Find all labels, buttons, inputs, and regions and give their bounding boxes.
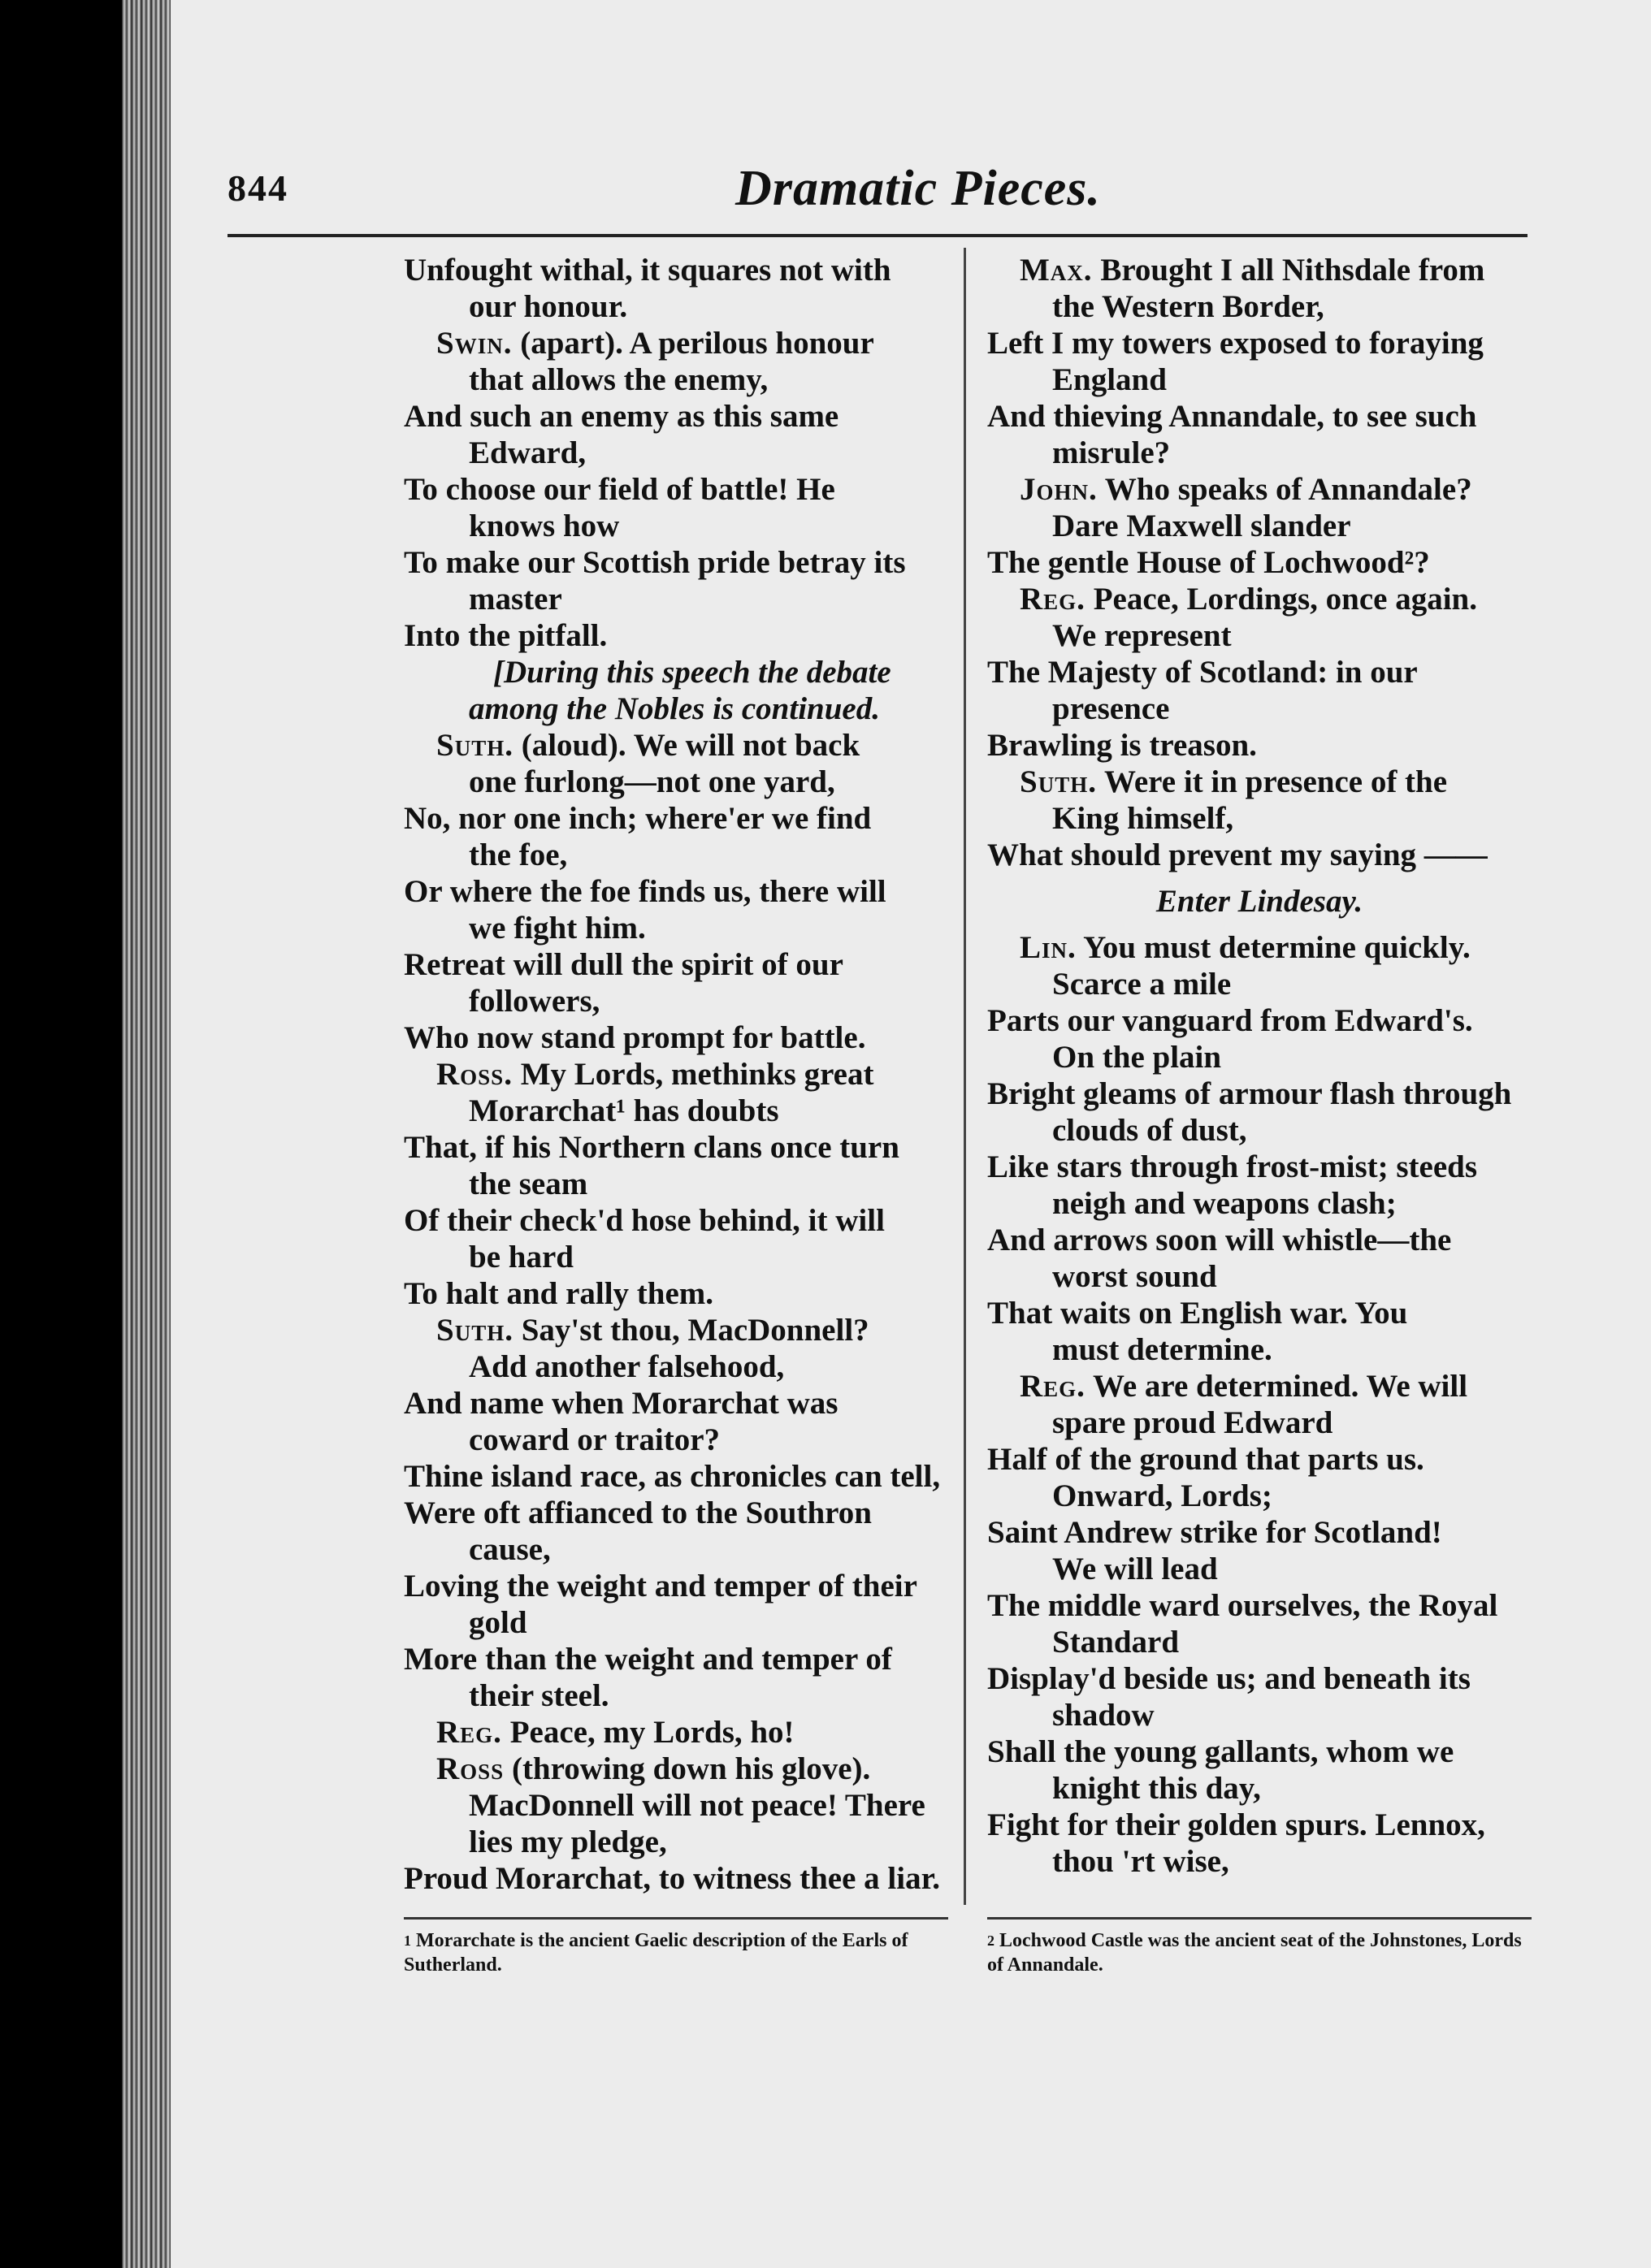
verse-line xyxy=(404,471,948,508)
verse-line xyxy=(404,1348,948,1385)
speaker-name: Lin. xyxy=(1020,930,1077,965)
verse-line xyxy=(404,727,948,764)
line-text: What should prevent my saying —— xyxy=(987,838,1488,872)
verse-line xyxy=(987,966,1532,1002)
verse-line xyxy=(404,800,948,837)
line-text: neigh and weapons clash; xyxy=(1052,1186,1397,1221)
verse-line xyxy=(987,1807,1532,1843)
line-text: we fight him. xyxy=(469,911,646,946)
verse-line xyxy=(987,1149,1532,1185)
line-text: England xyxy=(1052,362,1167,397)
line-text: Who speaks of Annandale? xyxy=(1097,472,1472,507)
verse-line xyxy=(987,1660,1532,1697)
verse-line xyxy=(404,398,948,435)
verse-line xyxy=(987,1733,1532,1770)
verse-line xyxy=(987,1331,1532,1368)
line-text: cause, xyxy=(469,1532,551,1567)
verse-line xyxy=(404,544,948,581)
line-text: that allows the enemy, xyxy=(469,362,769,397)
speaker-name: Reg. xyxy=(1020,582,1086,617)
line-text: Standard xyxy=(1052,1625,1180,1660)
speaker-name: Ross xyxy=(436,1751,505,1786)
verse-line xyxy=(987,471,1532,508)
verse-line xyxy=(987,1295,1532,1331)
verse-line xyxy=(987,508,1532,544)
line-text: Or where the foe finds us, there will xyxy=(404,874,886,909)
speaker-name: Ross. xyxy=(436,1057,513,1092)
verse-line xyxy=(987,800,1532,837)
verse-line xyxy=(404,1604,948,1641)
line-text: Brought I all Nithsdale from xyxy=(1092,253,1485,288)
verse-line xyxy=(404,1239,948,1275)
speaker-name: Swin. xyxy=(436,326,513,361)
left-column xyxy=(404,252,948,1897)
line-text: their steel. xyxy=(469,1678,609,1713)
verse-line xyxy=(404,1166,948,1202)
verse-line xyxy=(987,398,1532,435)
line-text: Morarchat¹ has doubts xyxy=(469,1093,779,1128)
line-text: We are determined. We will xyxy=(1085,1369,1468,1404)
speaker-name: Max. xyxy=(1020,253,1093,288)
verse-line xyxy=(987,690,1532,727)
line-text: King himself, xyxy=(1052,801,1234,836)
verse-line xyxy=(987,1076,1532,1112)
line-text: Peace, my Lords, ho! xyxy=(501,1715,795,1750)
line-text: shadow xyxy=(1052,1698,1155,1733)
verse-line xyxy=(987,1551,1532,1587)
line-text: Display'd beside us; and beneath its xyxy=(987,1661,1471,1696)
verse-line xyxy=(404,1056,948,1093)
line-text: thou 'rt wise, xyxy=(1052,1844,1229,1879)
verse-line xyxy=(404,1202,948,1239)
verse-line xyxy=(987,1222,1532,1258)
line-text: spare proud Edward xyxy=(1052,1405,1333,1440)
page-title: Dramatic Pieces. xyxy=(735,161,1101,216)
verse-line xyxy=(987,617,1532,654)
line-text: Bright gleams of armour flash through xyxy=(987,1076,1512,1111)
line-text: (throwing down his glove). xyxy=(504,1751,871,1786)
line-text: My Lords, methinks great xyxy=(512,1057,874,1092)
speaker-name: John. xyxy=(1020,472,1098,507)
running-head xyxy=(228,161,1528,216)
line-text: Were oft affianced to the Southron xyxy=(404,1495,872,1530)
verse-line xyxy=(404,1019,948,1056)
line-text: Retreat will dull the spirit of our xyxy=(404,947,843,982)
verse-line xyxy=(987,288,1532,325)
verse-line xyxy=(404,325,948,361)
footnote-text: Morarchate is the ancient Gaelic description of the Earls of Sutherland. xyxy=(404,1930,908,1976)
verse-line xyxy=(987,1587,1532,1624)
verse-line xyxy=(404,1751,948,1787)
verse-line xyxy=(404,946,948,983)
line-text: followers, xyxy=(469,984,600,1019)
line-text: And arrows soon will whistle—the xyxy=(987,1223,1452,1257)
footnote-rule-left xyxy=(404,1917,948,1920)
verse-line xyxy=(404,1787,948,1824)
verse-line xyxy=(404,288,948,325)
line-text: To choose our field of battle! He xyxy=(404,472,835,507)
line-text: presence xyxy=(1052,691,1170,726)
verse-line xyxy=(404,1093,948,1129)
line-text: That waits on English war. You xyxy=(987,1296,1408,1331)
column-divider xyxy=(964,248,966,1905)
verse-line xyxy=(987,1514,1532,1551)
verse-line xyxy=(987,1258,1532,1295)
line-text: MacDonnell will not peace! There xyxy=(469,1788,925,1823)
line-text: the foe, xyxy=(469,838,568,872)
line-text: one furlong—not one yard, xyxy=(469,764,835,799)
verse-line xyxy=(404,1824,948,1860)
verse-line xyxy=(404,1531,948,1568)
verse-line xyxy=(404,1677,948,1714)
verse-line xyxy=(404,508,948,544)
line-text: Into the pitfall. xyxy=(404,618,608,653)
line-text: Thine island race, as chronicles can tell, xyxy=(404,1459,941,1494)
verse-line xyxy=(987,361,1532,398)
verse-line xyxy=(987,837,1532,873)
verse-line xyxy=(404,690,948,727)
footnote-right xyxy=(987,1928,1532,1977)
line-text: [During this speech the debate xyxy=(493,655,891,690)
speaker-name: Suth. xyxy=(436,728,514,763)
line-text: Of their check'd hose behind, it will xyxy=(404,1203,885,1238)
verse-line xyxy=(404,435,948,471)
line-text: Shall the young gallants, whom we xyxy=(987,1734,1454,1769)
verse-line xyxy=(404,983,948,1019)
verse-line xyxy=(404,1495,948,1531)
line-text: And thieving Annandale, to see such xyxy=(987,399,1477,434)
verse-line xyxy=(404,361,948,398)
verse-line xyxy=(404,764,948,800)
header-rule xyxy=(228,234,1528,237)
verse-line xyxy=(404,1568,948,1604)
line-text: Left I my towers exposed to foraying xyxy=(987,326,1484,361)
line-text: The Majesty of Scotland: in our xyxy=(987,655,1418,690)
line-text: Who now stand prompt for battle. xyxy=(404,1020,866,1055)
verse-line xyxy=(987,252,1532,288)
verse-line xyxy=(987,1112,1532,1149)
line-text: (apart). A perilous honour xyxy=(512,326,874,361)
line-text: Like stars through frost-mist; steeds xyxy=(987,1149,1478,1184)
line-text: master xyxy=(469,582,562,617)
verse-line xyxy=(987,764,1532,800)
line-text: Unfought withal, it squares not with xyxy=(404,253,891,288)
speaker-name: Suth. xyxy=(436,1313,514,1348)
line-text: (aloud). We will not back xyxy=(513,728,860,763)
line-text: clouds of dust, xyxy=(1052,1113,1247,1148)
page-number: 844 xyxy=(228,167,288,209)
verse-line xyxy=(987,1185,1532,1222)
verse-line xyxy=(404,1714,948,1751)
line-text: On the plain xyxy=(1052,1040,1222,1075)
line-text: Loving the weight and temper of their xyxy=(404,1569,917,1604)
right-column xyxy=(987,252,1532,1880)
verse-line xyxy=(404,581,948,617)
line-text: lies my pledge, xyxy=(469,1824,667,1859)
verse-line xyxy=(404,1641,948,1677)
speaker-name: Reg. xyxy=(1020,1369,1086,1404)
verse-line xyxy=(987,1002,1532,1039)
line-text: Parts our vanguard from Edward's. xyxy=(987,1003,1473,1038)
line-text: must determine. xyxy=(1052,1332,1272,1367)
speaker-name: Reg. xyxy=(436,1715,502,1750)
verse-line xyxy=(404,1458,948,1495)
line-text: No, nor one inch; where'er we find xyxy=(404,801,872,836)
verse-line xyxy=(987,1770,1532,1807)
verse-line xyxy=(987,1843,1532,1880)
line-text: Dare Maxwell slander xyxy=(1052,509,1351,543)
verse-line xyxy=(404,910,948,946)
verse-line xyxy=(404,617,948,654)
verse-line xyxy=(987,929,1532,966)
line-text: Add another falsehood, xyxy=(469,1349,785,1384)
line-text: coward or traitor? xyxy=(469,1422,721,1457)
line-text: Saint Andrew strike for Scotland! xyxy=(987,1515,1442,1550)
line-text: our honour. xyxy=(469,289,628,324)
line-text: We represent xyxy=(1052,618,1232,653)
speaker-name: Suth. xyxy=(1020,764,1097,799)
line-text: the Western Border, xyxy=(1052,289,1324,324)
verse-line xyxy=(987,325,1532,361)
verse-line xyxy=(987,727,1532,764)
line-text: The gentle House of Lochwood²? xyxy=(987,545,1430,580)
verse-line xyxy=(987,1039,1532,1076)
line-text: Enter Lindesay. xyxy=(1155,884,1363,919)
line-text: You must determine quickly. xyxy=(1076,930,1471,965)
line-text: worst sound xyxy=(1052,1259,1217,1294)
line-text: Were it in presence of the xyxy=(1096,764,1448,799)
verse-line xyxy=(404,1422,948,1458)
line-text: To make our Scottish pride betray its xyxy=(404,545,906,580)
line-text: We will lead xyxy=(1052,1552,1218,1586)
footnote-text: Lochwood Castle was the ancient seat of the Johnstones, Lords of Annandale. xyxy=(987,1930,1522,1976)
line-text: Edward, xyxy=(469,435,587,470)
line-text: To halt and rally them. xyxy=(404,1276,714,1311)
line-text: Peace, Lordings, once again. xyxy=(1085,582,1477,617)
verse-line xyxy=(987,435,1532,471)
verse-line xyxy=(987,1478,1532,1514)
line-text: Say'st thou, MacDonnell? xyxy=(513,1313,869,1348)
line-text: More than the weight and temper of xyxy=(404,1642,892,1677)
line-text: gold xyxy=(469,1605,527,1640)
line-text: be hard xyxy=(469,1240,574,1275)
footnote-left xyxy=(404,1928,948,1977)
line-text: Scarce a mile xyxy=(1052,967,1232,1002)
verse-line xyxy=(404,873,948,910)
verse-line xyxy=(987,1624,1532,1660)
verse-line xyxy=(404,654,948,690)
line-text: knows how xyxy=(469,509,620,543)
verse-line xyxy=(987,1441,1532,1478)
verse-line xyxy=(404,1312,948,1348)
verse-line xyxy=(404,1860,948,1897)
verse-line xyxy=(987,1697,1532,1733)
footnote-mark: 1 xyxy=(404,1933,411,1949)
line-text: knight this day, xyxy=(1052,1771,1261,1806)
line-text: Proud Morarchat, to witness thee a liar. xyxy=(404,1861,941,1896)
verse-line xyxy=(987,1368,1532,1405)
line-text: The middle ward ourselves, the Royal xyxy=(987,1588,1498,1623)
footnote-mark: 2 xyxy=(987,1933,994,1949)
line-text: Half of the ground that parts us. xyxy=(987,1442,1424,1477)
verse-line xyxy=(404,1275,948,1312)
line-text: Onward, Lords; xyxy=(1052,1478,1272,1513)
line-text: That, if his Northern clans once turn xyxy=(404,1130,899,1165)
line-text: Fight for their golden spurs. Lennox, xyxy=(987,1807,1485,1842)
verse-line xyxy=(404,837,948,873)
line-text: the seam xyxy=(469,1166,588,1201)
verse-line xyxy=(987,581,1532,617)
verse-line xyxy=(987,654,1532,690)
line-text: Brawling is treason. xyxy=(987,728,1257,763)
verse-line xyxy=(404,1385,948,1422)
book-page-edges xyxy=(122,0,171,2268)
line-text: And name when Morarchat was xyxy=(404,1386,838,1421)
verse-line xyxy=(987,544,1532,581)
line-text: And such an enemy as this same xyxy=(404,399,839,434)
footnote-rule-right xyxy=(987,1917,1532,1920)
verse-line xyxy=(404,1129,948,1166)
verse-line xyxy=(987,883,1532,920)
line-text: misrule? xyxy=(1052,435,1171,470)
verse-line xyxy=(987,1405,1532,1441)
line-text: among the Nobles is continued. xyxy=(469,691,880,726)
verse-line xyxy=(404,252,948,288)
